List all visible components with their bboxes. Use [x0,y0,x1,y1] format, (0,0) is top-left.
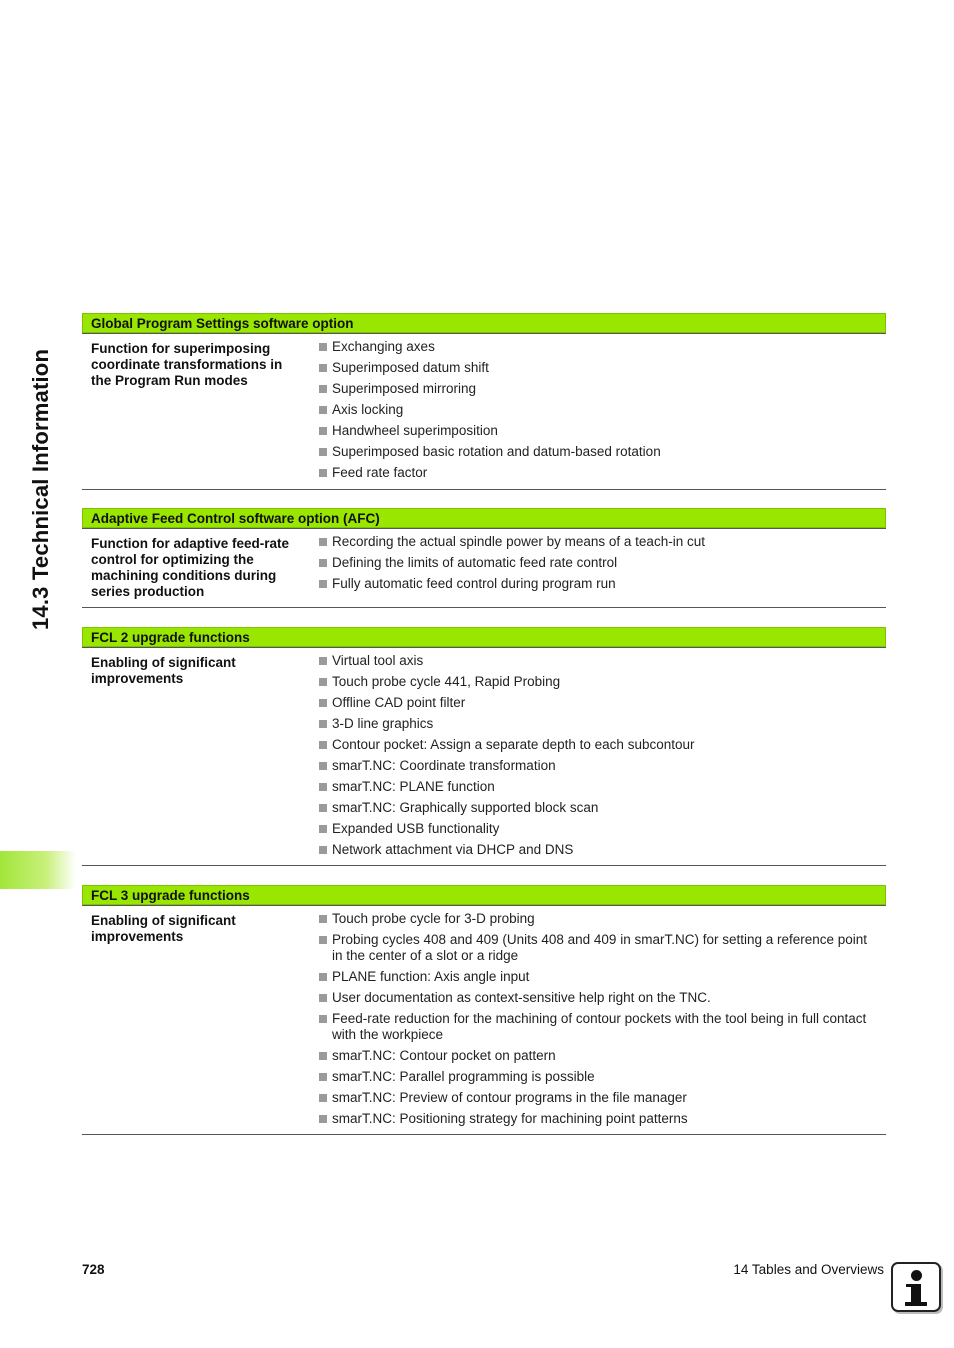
list-item: Fully automatic feed control during program run [319,576,879,592]
section-body [82,333,886,490]
list-item: smarT.NC: Parallel programming is possible [319,1069,879,1085]
list-item: Recording the actual spindle power by means of a teach-in cut [319,534,879,550]
section-header: FCL 2 upgrade functions [82,627,886,647]
list-item: Axis locking [319,402,879,418]
list-item: Exchanging axes [319,339,879,355]
square-bullet-icon [319,364,327,372]
section-fcl3-upgrade [82,885,886,1135]
list-item: Feed rate factor [319,465,879,481]
list-item: Offline CAD point filter [319,695,879,711]
square-bullet-icon [319,343,327,351]
list-item: Touch probe cycle for 3-D probing [319,911,879,927]
list-item: User documentation as context-sensitive help right on the TNC. [319,990,879,1006]
square-bullet-icon [319,406,327,414]
list-item: smarT.NC: Contour pocket on pattern [319,1048,879,1064]
section-global-program-settings [82,313,886,490]
square-bullet-icon [319,699,327,707]
square-bullet-icon [319,427,327,435]
list-item: smarT.NC: PLANE function [319,779,879,795]
list-item: Superimposed datum shift [319,360,879,376]
square-bullet-icon [319,741,327,749]
square-bullet-icon [319,385,327,393]
square-bullet-icon [319,678,327,686]
section-adaptive-feed-control [82,508,886,608]
list-item: Contour pocket: Assign a separate depth to each subcontour [319,737,879,753]
function-label: Function for superimposing coordinate transformations in the Program Run modes [91,341,283,388]
section-body [82,528,886,608]
chapter-tab-marker [0,851,76,889]
list-item: Feed-rate reduction for the machining of contour pockets with the tool being in full contact with the workpiece [319,1011,879,1043]
square-bullet-icon [319,448,327,456]
list-item: PLANE function: Axis angle input [319,969,879,985]
list-item: Superimposed basic rotation and datum-based rotation [319,444,879,460]
square-bullet-icon [319,469,327,477]
list-item: smarT.NC: Preview of contour programs in the file manager [319,1090,879,1106]
side-chapter-title-text: 14.3 Technical Information [28,348,53,630]
square-bullet-icon [319,1073,327,1081]
list-item: 3-D line graphics [319,716,879,732]
function-label: Enabling of significant improvements [91,655,236,686]
square-bullet-icon [319,915,327,923]
list-item: Network attachment via DHCP and DNS [319,842,879,858]
square-bullet-icon [319,783,327,791]
square-bullet-icon [319,994,327,1002]
section-body [82,647,886,866]
list-item: smarT.NC: Positioning strategy for machining point patterns [319,1111,879,1127]
function-label: Function for adaptive feed-rate control for optimizing the machining conditions during series production [91,536,290,599]
list-item: Touch probe cycle 441, Rapid Probing [319,674,879,690]
side-chapter-title [26,310,56,630]
square-bullet-icon [319,936,327,944]
list-item: Defining the limits of automatic feed rate control [319,555,879,571]
list-item: Virtual tool axis [319,653,879,669]
section-fcl2-upgrade [82,627,886,866]
page-number: 728 [82,1262,105,1277]
section-body [82,905,886,1135]
square-bullet-icon [319,762,327,770]
section-header: Adaptive Feed Control software option (AFC) [82,508,886,528]
feature-list [319,339,879,486]
info-icon [891,1262,941,1312]
list-item: Superimposed mirroring [319,381,879,397]
square-bullet-icon [319,559,327,567]
list-item: smarT.NC: Graphically supported block scan [319,800,879,816]
section-header: FCL 3 upgrade functions [82,885,886,905]
square-bullet-icon [319,804,327,812]
square-bullet-icon [319,657,327,665]
square-bullet-icon [319,1015,327,1023]
square-bullet-icon [319,825,327,833]
square-bullet-icon [319,1115,327,1123]
feature-list [319,653,879,863]
square-bullet-icon [319,580,327,588]
square-bullet-icon [319,1094,327,1102]
feature-list [319,534,879,597]
square-bullet-icon [319,538,327,546]
list-item: Probing cycles 408 and 409 (Units 408 and 409 in smarT.NC) for setting a reference point in the center of a slot or a ridge [319,932,879,964]
list-item: Handwheel superimposition [319,423,879,439]
section-header: Global Program Settings software option [82,313,886,333]
square-bullet-icon [319,973,327,981]
list-item: smarT.NC: Coordinate transformation [319,758,879,774]
square-bullet-icon [319,1052,327,1060]
list-item: Expanded USB functionality [319,821,879,837]
chapter-title: 14 Tables and Overviews [733,1262,884,1277]
feature-list [319,911,879,1132]
square-bullet-icon [319,846,327,854]
function-label: Enabling of significant improvements [91,913,236,944]
square-bullet-icon [319,720,327,728]
